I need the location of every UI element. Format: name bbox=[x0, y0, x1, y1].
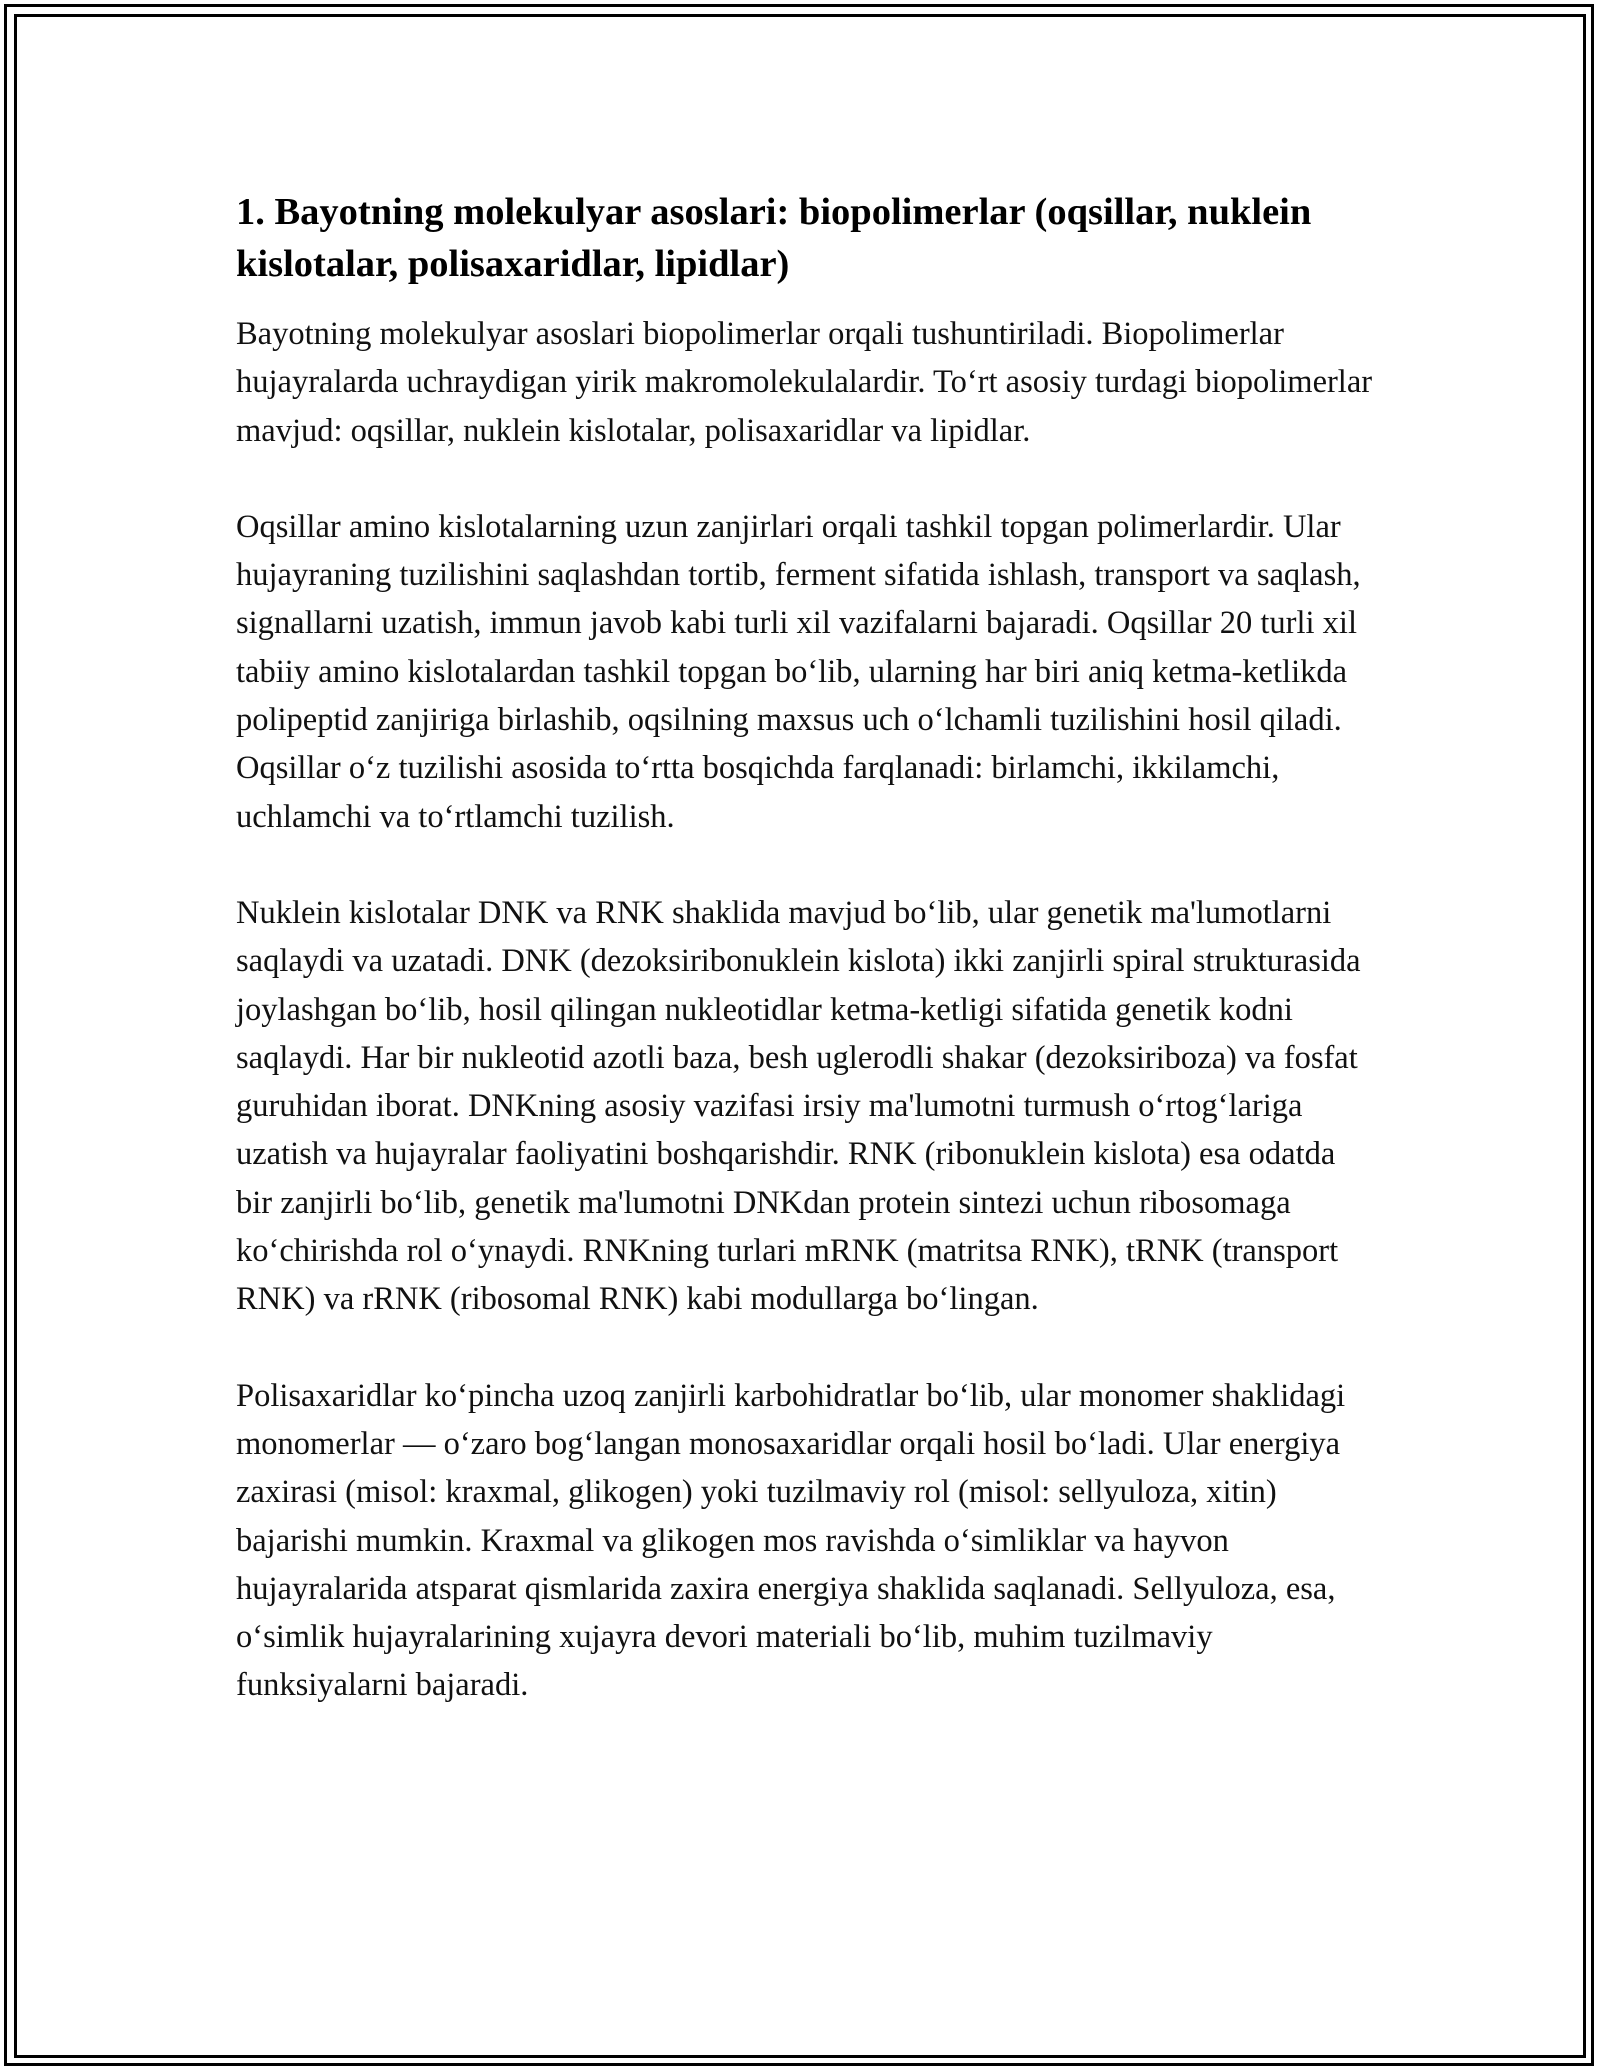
paragraph-nucleic-acids: Nuklein kislotalar DNK va RNK shaklida mavjud bo‘lib, ular genetik ma'lumotlarni saqlaydi va uzatadi. DNK (dezoksiribonuklein kislota) ikki zanjirli spiral strukturasida joylashgan bo‘lib, hosil qilingan nukleotidlar ketma-ketligi sifatida genetik kodni saqlaydi. Har bir nukleotid azotli baza, besh uglerodli shakar (dezoksiriboza) va fosfat guruhidan iborat. DNKning asosiy vazifasi irsiy ma'lumotni turmush o‘rtog‘lariga uzatish va hujayralar faoliyatini boshqarishdir. RNK (ribonuklein kislota) esa odatda bir zanjirli bo‘lib, genetik ma'lumotni DNKdan protein sintezi uchun ribosomaga ko‘chirishda rol o‘ynaydi. RNKning turlari mRNK (matritsa RNK), tRNK (transport RNK) va rRNK (ribosomal RNK) kabi modullarga bo‘lingan. bbox=[236, 894, 1361, 1318]
document-body bbox=[236, 186, 1376, 1758]
section-heading: 1. Bayotning molekulyar asoslari: biopolimerlar (oqsillar, nuklein kislotalar, polisaxaridlar, lipidlar) bbox=[236, 191, 1312, 285]
paragraph-proteins: Oqsillar amino kislotalarning uzun zanjirlari orqali tashkil topgan polimerlardir. Ular hujayraning tuzilishini saqlashdan tortib, ferment sifatida ishlash, transport va saqlash, signallarni uzatish, immun javob kabi turli xil vazifalarni bajaradi. Oqsillar 20 turli xil tabiiy amino kislotalardan tashkil topgan bo‘lib, ularning har biri aniq ketma-ketlikda polipeptid zanjiriga birlashib, oqsilning maxsus uch o‘lchamli tuzilishini hosil qiladi. Oqsillar o‘z tuzilishi asosida to‘rtta bosqichda farqlanadi: birlamchi, ikkilamchi, uchlamchi va to‘rtlamchi tuzilish. bbox=[236, 508, 1361, 835]
paragraph-polysaccharides: Polisaxaridlar ko‘pincha uzoq zanjirli karbohidratlar bo‘lib, ular monomer shaklidagi monomerlar — o‘zaro bog‘langan monosaxaridlar orqali hosil bo‘ladi. Ular energiya zaxirasi (misol: kraxmal, glikogen) yoki tuzilmaviy rol (misol: sellyuloza, xitin) bajarishi mumkin. Kraxmal va glikogen mos ravishda o‘simliklar va hayvon hujayralarida atsparat qismlarida zaxira energiya shaklida saqlanadi. Sellyuloza, esa, o‘simlik hujayralarining xujayra devori materiali bo‘lib, muhim tuzilmaviy funksiyalarni bajaradi. bbox=[236, 1377, 1346, 1704]
paragraph-intro: Bayotning molekulyar asoslari biopolimerlar orqali tushuntiriladi. Biopolimerlar hujayralarda uchraydigan yirik makromolekulalardir. To‘rt asosiy turdagi biopolimerlar mavjud: oqsillar, nuklein kislotalar, polisaxaridlar va lipidlar. bbox=[236, 316, 1373, 449]
